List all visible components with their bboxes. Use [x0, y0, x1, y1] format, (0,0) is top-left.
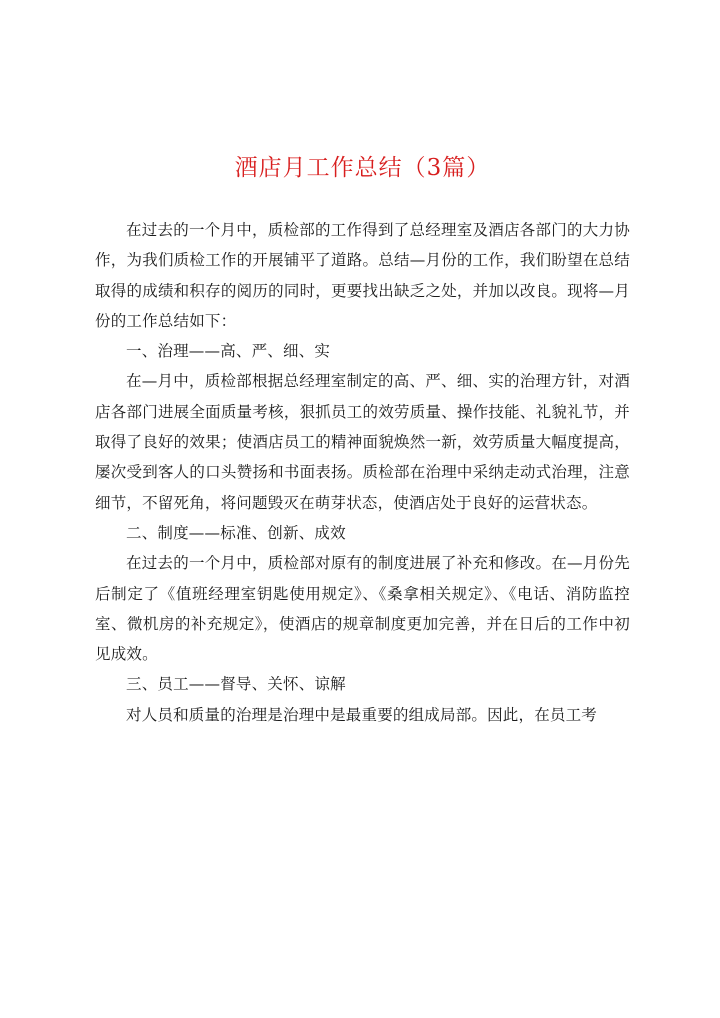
section-heading-management: 一、治理——高、严、细、实	[126, 342, 331, 361]
section-heading-staff: 三、员工——督导、关怀、谅解	[126, 675, 346, 694]
section-heading-system: 二、制度——标准、创新、成效	[126, 523, 346, 542]
paragraph-intro: 在过去的一个月中，质检部的工作得到了总经理室及酒店各部门的大力协作，为我们质检工作的开展铺平了道路。总结—月份的工作，我们盼望在总结取得的成绩和积存的阅历的同时，更要找出缺乏之处，并加以改良。现将—月份的工作总结如下：	[95, 221, 630, 330]
document-title: 酒店月工作总结（3篇）	[234, 155, 491, 181]
paragraph-staff: 对人员和质量的治理是治理中是最重要的组成局部。因此，在员工考	[126, 705, 598, 724]
document-body	[95, 215, 630, 730]
paragraph-management: 在—月中，质检部根据总经理室制定的高、严、细、实的治理方针，对酒店各部门进展全面质量考核，狠抓员工的效劳质量、操作技能、礼貌礼节，并取得了良好的效果；使酒店员工的精神面貌焕然一新，效劳质量大幅度提高，屡次受到客人的口头赞扬和书面表扬。质检部在治理中采纳走动式治理，注意细节，不留死角，将问题毁灭在萌芽状态，使酒店处于良好的运营状态。	[95, 372, 630, 512]
paragraph-system: 在过去的一个月中，质检部对原有的制度进展了补充和修改。在—月份先后制定了《值班经理室钥匙使用规定》、《桑拿相关规定》、《电话、消防监控室、微机房的补充规定》，使酒店的规章制度更加完善，并在日后的工作中初见成效。	[95, 554, 630, 664]
